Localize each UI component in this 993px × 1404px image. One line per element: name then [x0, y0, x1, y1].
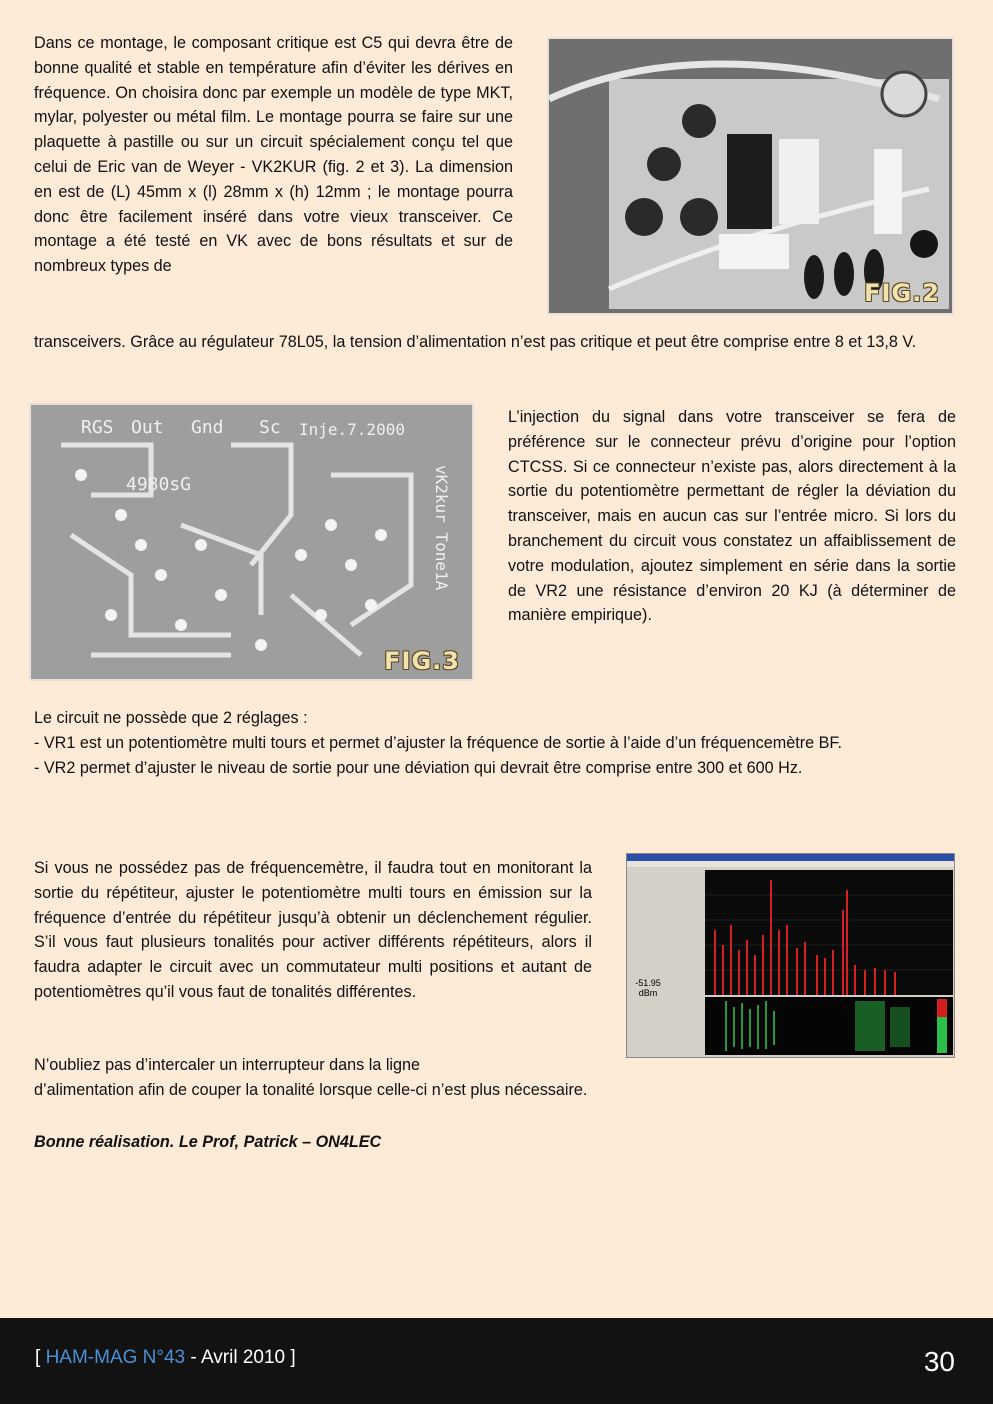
settings-section — [34, 706, 956, 780]
figure-3-photo — [29, 403, 474, 681]
bracket-open: [ — [35, 1347, 41, 1368]
pcb-traces-icon — [31, 405, 472, 679]
window-titlebar — [627, 854, 954, 861]
paragraph-no-frequency-meter: Si vous ne possédez pas de fréquencemètre, il faudra tout en monitorant la sortie du répétiteur, ajuster le potentiomètre multi tours en émission sur la fréquence d’entrée du répétiteur jusqu’à obtenir un déclenchement régulier. S’il vous faut plusieurs tonalités pour activer différents répétiteurs, alors il faudra adapter le circuit avec un commutateur multi positions et autant de potentiomètres qu’il vous faut de tonalités différentes. — [34, 859, 592, 1001]
figure-2-photo — [547, 37, 954, 315]
separator: - — [185, 1347, 201, 1368]
figure-2-label: FIG.2 — [864, 279, 940, 307]
signal-level-unit: dBm — [638, 988, 658, 998]
paragraph-injection: L’injection du signal dans votre transceiver se fera de préférence sur le connecteur prévu d’origine pour l’option CTCSS. Si ce connecteur n’existe pas, alors directement à la sortie du potentiomètre permettant de régler la déviation du transceiver, mais en aucun cas sur l’entrée micro. Si lors du branchement du circuit vous constatez un affaiblissement de votre modulation, ajoutez simplement en série dans la sortie de VR2 une résistance d’environ 20 KJ (à déterminer de manière empirique). — [508, 408, 956, 625]
settings-intro: Le circuit ne possède que 2 réglages : — [34, 709, 308, 727]
fig3-pcb-marking: Inje.7.2000 — [299, 420, 405, 439]
circuit-board-photo-icon — [549, 39, 952, 313]
fig3-pcb-marking: Out — [131, 417, 164, 438]
settings-vr2: - VR2 permet d’ajuster le niveau de sortie pour une déviation qui devrait être comprise entre 300 et 600 Hz. — [34, 758, 803, 777]
paragraph-intro-wrapped: Dans ce montage, le composant critique est C5 qui devra être de bonne qualité et stable en température afin d’éviter les dérives en fréquence. On choisira donc par exemple un modèle de type MKT, mylar, polyester ou métal film. Le montage pourra se faire sur une plaquette à pastille ou sur un circuit spécialement conçu tel que celui de Eric van de Weyer - VK2KUR (fig. 2 et 3). La dimension en est de (L) 45mm x (l) 28mm x (h) 12mm ; le montage pourra donc être facilement inséré dans votre vieux transceiver. Ce montage a été testé en VK avec de bons résultats et sur de nombreux types de — [34, 34, 513, 276]
waterfall-icon — [705, 997, 953, 1055]
issue-date: Avril 2010 — [200, 1347, 286, 1368]
page-footer — [0, 1318, 993, 1404]
figure-3-label: FIG.3 — [384, 647, 460, 675]
waterfall-plot — [705, 997, 953, 1055]
fig3-pcb-marking: vK2kur Tone1A — [432, 465, 451, 591]
fig3-pcb-marking: 4980sG — [126, 474, 192, 495]
fig3-pcb-marking: RGS — [81, 417, 114, 438]
analyzer-controls-panel — [629, 870, 701, 1055]
magazine-issue: HAM-MAG N°43 — [45, 1347, 186, 1368]
page-number: 30 — [923, 1346, 955, 1377]
signal-level-value: -51.95 — [635, 978, 661, 988]
paragraph-switch-continued: d’alimentation afin de couper la tonalité lorsque celle-ci n’est plus nécessaire. — [34, 1081, 588, 1099]
spectrum-plot — [705, 870, 953, 995]
window-menubar — [627, 861, 954, 867]
magazine-reference — [35, 1347, 296, 1369]
fig3-pcb-marking: Gnd — [191, 417, 224, 438]
spectrum-analyzer-screenshot — [626, 853, 955, 1058]
paragraph-switch-wrapped: N’oubliez pas d’intercaler un interrupteur dans la ligne — [34, 1056, 421, 1074]
author-signature: Bonne réalisation. Le Prof, Patrick – ON4LEC — [34, 1133, 382, 1151]
spectrum-trace-icon — [705, 870, 953, 995]
bracket-close: ] — [290, 1347, 296, 1368]
fig3-pcb-marking: Sc — [259, 417, 281, 438]
settings-vr1: - VR1 est un potentiomètre multi tours et permet d’ajuster la fréquence de sortie à l’aide d’un fréquencemètre BF. — [34, 733, 842, 752]
paragraph-intro-continued: transceivers. Grâce au régulateur 78L05, la tension d’alimentation n’est pas critique et peut être comprise entre 8 et 13,8 V. — [34, 333, 917, 351]
